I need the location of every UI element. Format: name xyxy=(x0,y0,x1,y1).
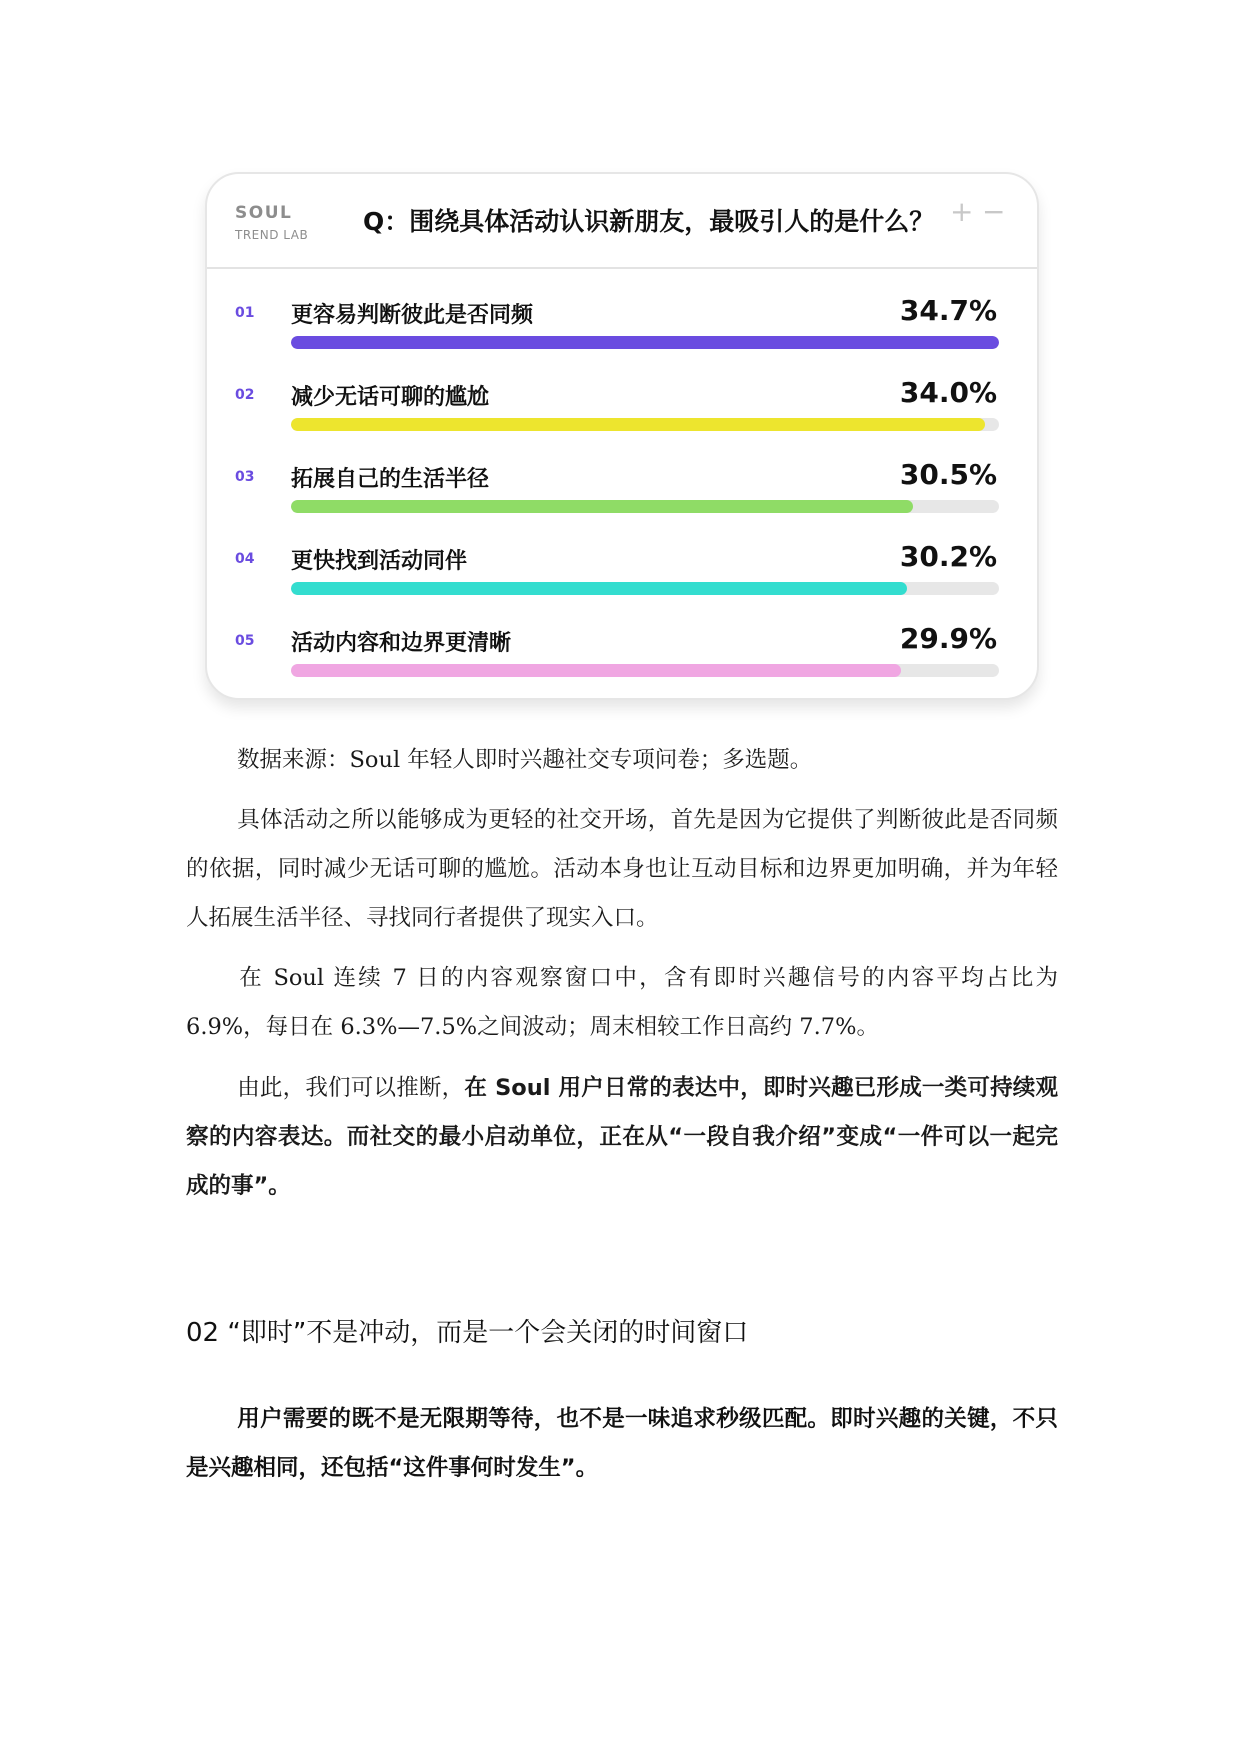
paragraph-text: 具体活动之所以能够成为更轻的社交开场，首先是因为它提供了判断彼此是否同频的依据，同时减少无话可聊的尴尬。活动本身也让互动目标和边界更加明确，并为年轻人拓展生活半径、寻找同行者提供了现实入口。 xyxy=(186,807,1058,931)
paragraph xyxy=(186,796,1058,943)
row-label: 活动内容和边界更清晰 xyxy=(291,631,512,656)
brand-logo-line2: TREND LAB xyxy=(235,228,309,242)
minus-icon[interactable]: − xyxy=(982,195,1006,228)
poll-row xyxy=(207,456,1037,538)
row-label: 拓展自己的生活半径 xyxy=(291,467,490,492)
lead-paragraph xyxy=(186,1395,1058,1493)
paragraph-emphasis: 在 Soul 用户日常的表达中，即时兴趣已形成一类可持续观察的内容表达。而社交的最小启动单位，正在从“一段自我介绍”变成“一件可以一起完成的事”。 xyxy=(186,1075,1058,1199)
row-number: 03 xyxy=(235,469,255,485)
progress-fill xyxy=(291,336,999,349)
paragraph xyxy=(186,954,1058,1052)
paragraph-text: 由此，我们可以推断， xyxy=(237,1075,465,1101)
progress-fill xyxy=(291,582,907,595)
row-label: 更容易判断彼此是否同频 xyxy=(291,303,534,328)
plus-icon[interactable]: + xyxy=(950,195,974,228)
poll-row xyxy=(207,620,1037,700)
brand-logo-line1: SOUL xyxy=(235,203,293,223)
progress-fill xyxy=(291,500,913,513)
row-number: 05 xyxy=(235,633,255,649)
poll-card-header xyxy=(207,174,1037,268)
paragraph-text: 在 Soul 连续 7 日的内容观察窗口中，含有即时兴趣信号的内容平均占比为 6.9%，每日在 6.3%—7.5%之间波动；周末相较工作日高约 7.7%。 xyxy=(186,965,1058,1040)
row-percentage: 29.9% xyxy=(899,622,997,655)
section-heading: 02 “即时”不是冲动，而是一个会关闭的时间窗口 xyxy=(186,1318,749,1348)
poll-row xyxy=(207,374,1037,456)
row-percentage: 30.2% xyxy=(899,540,997,573)
row-number: 02 xyxy=(235,387,255,403)
row-number: 01 xyxy=(235,305,255,321)
progress-track xyxy=(291,336,999,349)
source-note xyxy=(186,736,1058,785)
poll-row xyxy=(207,538,1037,620)
poll-row xyxy=(207,292,1037,374)
lead-text: 用户需要的既不是无限期等待，也不是一味追求秒级匹配。即时兴趣的关键，不只是兴趣相同，还包括“这件事何时发生”。 xyxy=(186,1406,1058,1481)
poll-question: Q：围绕具体活动认识新朋友，最吸引人的是什么？ xyxy=(363,207,935,236)
paragraph xyxy=(186,1064,1058,1211)
source-text: 数据来源：Soul 年轻人即时兴趣社交专项问卷；多选题。 xyxy=(237,747,813,773)
progress-fill xyxy=(291,664,901,677)
row-percentage: 34.0% xyxy=(899,376,997,409)
row-number: 04 xyxy=(235,551,255,567)
row-label: 减少无话可聊的尴尬 xyxy=(291,385,490,410)
poll-card xyxy=(205,172,1039,700)
progress-track xyxy=(291,664,999,677)
row-percentage: 30.5% xyxy=(899,458,997,491)
row-percentage: 34.7% xyxy=(899,294,997,327)
progress-fill xyxy=(291,418,985,431)
row-label: 更快找到活动同伴 xyxy=(291,549,468,574)
progress-track xyxy=(291,500,999,513)
header-divider xyxy=(207,267,1037,269)
progress-track xyxy=(291,418,999,431)
progress-track xyxy=(291,582,999,595)
